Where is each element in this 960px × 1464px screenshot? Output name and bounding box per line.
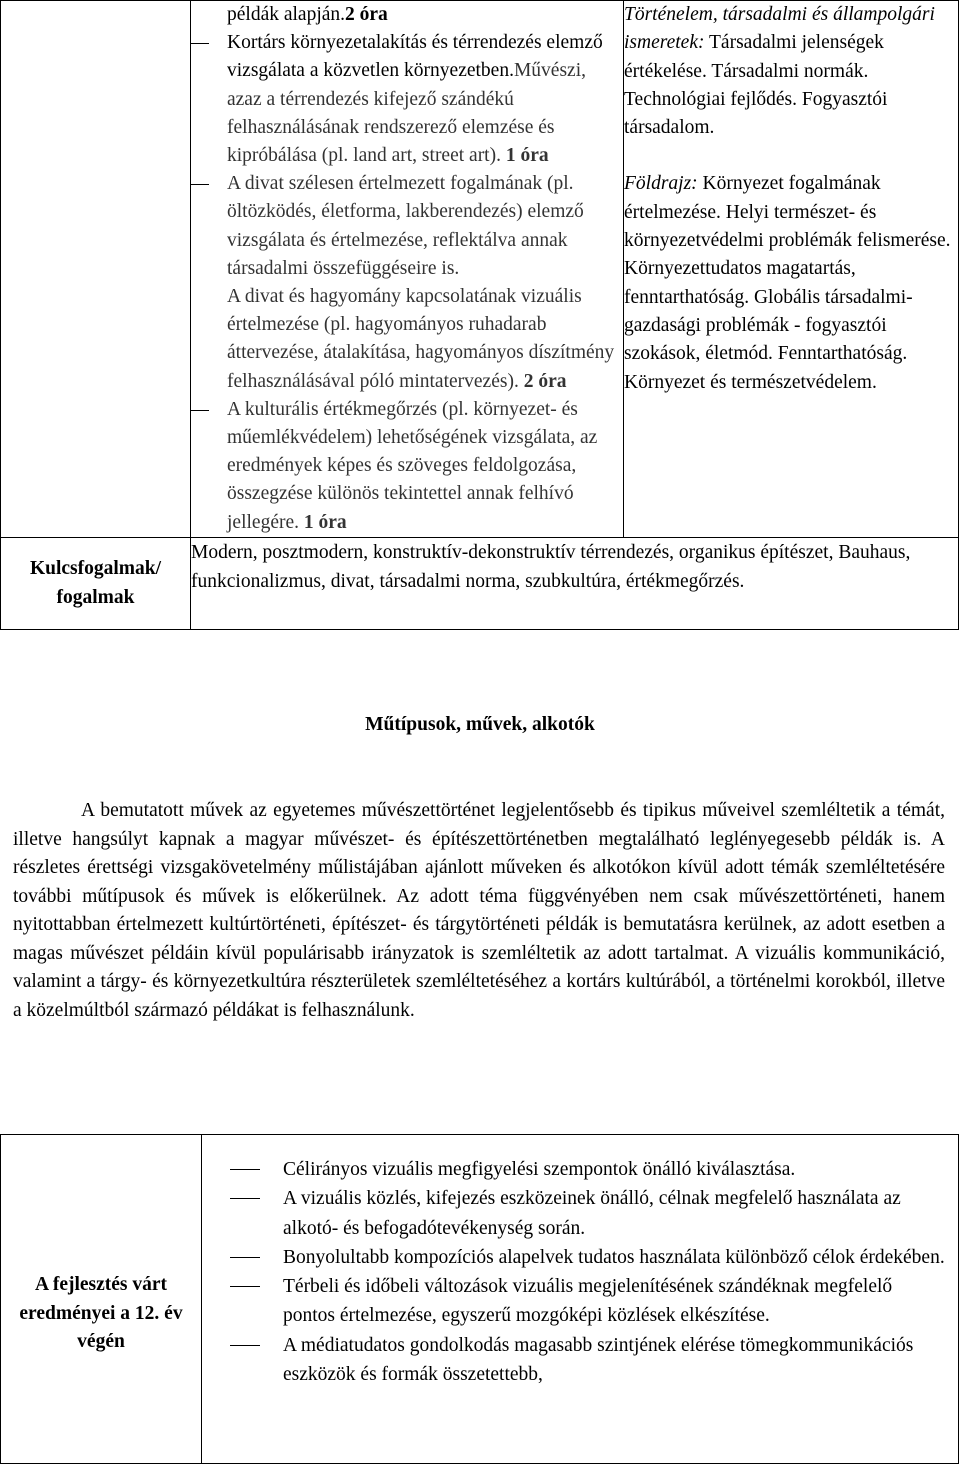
connections-list — [624, 1, 958, 397]
text-segment: A kulturális értékmegőrzés (pl. környezet- és műemlékvédelem) lehetőségének vizsgálata, az eredmények képes és szöveges feldolgozása, összegzése különös tekintettel annak felhívó jellegére. — [227, 398, 598, 533]
results-list — [222, 1155, 948, 1389]
content-cell — [191, 1, 624, 538]
key-concepts-text: Modern, posztmodern, konstruktív-dekonstruktív térrendezés, organikus építészet, Bauhaus, funkcionalizmus, divat, társadalmi norma, szubkultúra, értékmegőrzés. — [191, 537, 959, 629]
result-item: Térbeli és időbeli változások vizuális megjelenítésének szándéknak megfelelő pontos értelmezése, egyszerű mozgóképi közlések elkészítése. — [222, 1272, 948, 1331]
results-table — [0, 1134, 959, 1464]
content-text — [227, 1, 623, 29]
key-concepts-row — [1, 537, 959, 629]
content-text — [227, 283, 623, 396]
result-item: Célirányos vizuális megfigyelési szempontok önálló kiválasztása. — [222, 1155, 948, 1184]
result-item: Bonyolultabb kompozíciós alapelvek tudatos használata különböző célok érdekében. — [222, 1243, 948, 1272]
results-row — [1, 1135, 959, 1464]
text-segment: Földrajz: — [624, 173, 698, 195]
text-segment: A divat szélesen értelmezett fogalmának (pl. öltözködés, életforma, lakberendezés) elemző vizsgálata és értelmezése, reflektálva annak társadalmi összefüggéseire is. — [227, 173, 584, 279]
text-segment: 1 óra — [303, 511, 347, 533]
key-concepts-label: Kulcsfogalmak/ fogalmak — [1, 537, 191, 629]
connection-section — [624, 1, 958, 142]
text-segment: A divat és hagyomány kapcsolatának vizuális értelmezése (pl. hagyományos ruhadarab áttervezése, átalakítása, hagyományos díszítmény felhasználásával póló mintatervezés). — [227, 286, 615, 392]
curriculum-table — [0, 0, 959, 630]
text-segment: Társadalmi jelenségek értékelése. Társadalmi normák. Technológiai fejlődés. Fogyasztói társadalom. — [624, 32, 888, 139]
connection-section — [624, 170, 958, 396]
content-list — [191, 1, 623, 537]
text-segment: 2 óra — [345, 4, 388, 25]
content-dash-item — [191, 170, 623, 283]
content-dash-item — [191, 396, 623, 537]
text-segment: Környezet fogalmának értelmezése. Helyi természet- és környezetvédelmi problémák felismerése. Környezettudatos magatartás, fenntarthatóság. Globális társadalmi-gazdasági problémák - fogyasztói szokások, életmód. Fenntarthatóság. Környezet és természetvédelem. — [624, 173, 951, 393]
works-heading: Műtípusok, művek, alkotók — [365, 714, 595, 735]
result-item: A médiatudatos gondolkodás magasabb szintjének elérése tömegkommunikációs eszközök és formák összetettebb, — [222, 1331, 948, 1390]
text-segment: példák alapján. — [227, 4, 346, 25]
text-segment: 2 óra — [523, 370, 567, 392]
topic-label-cell — [1, 1, 191, 538]
content-row — [1, 1, 959, 538]
text-segment: Művészi, azaz a térrendezés kifejező szándékú felhasználásának rendszerező elemzése és kipróbálása (pl. land art, street art). — [227, 60, 586, 167]
content-dash-item — [191, 29, 623, 170]
results-label: A fejlesztés várt eredményei a 12. év végén — [1, 1135, 202, 1464]
results-cell — [202, 1135, 959, 1464]
text-segment: Kortárs környezetalakítás és térrendezés elemző vizsgálata a közvetlen környezetben. — [227, 32, 603, 82]
connections-cell — [624, 1, 959, 538]
text-segment: 1 óra — [505, 145, 549, 167]
result-item: A vizuális közlés, kifejezés eszközeinek önálló, célnak megfelelő használata az alkotó- és befogadótevékenység során. — [222, 1184, 948, 1243]
text-segment: Történelem, társadalmi és állampolgári ismeretek: — [624, 4, 935, 54]
works-paragraph: A bemutatott művek az egyetemes művészettörténet legjelentősebb és tipikus műveivel szemléltetik a témát, illetve hangsúlyt kapnak a magyar művészet- és építészettörténetben megtalálható leglényegesebb példák is. A részletes érettségi vizsgakövetelmény műlistájában ajánlott műveken és alkotókon kívül adott témák szemléltetésére további műtípusok és művek is előkerülnek. Az adott téma függvényében nem csak művészettörténeti, hanem nyitottabban értelmezett kultúrtörténeti, építészet- és tárgytörténeti példák is bemutatásra kerülnek, az adott esetben a magas művészet példáin kívül populárisabb irányzatok is szemléltetik az adott tartalmat. A vizuális kommunikáció, valamint a tárgy- és környezetkultúra részterületek szemléltetéséhez a kortárs kultúrából, a történelmi korokból, illetve a közelmúltból származó példákat is felhasználunk. — [13, 800, 945, 1021]
